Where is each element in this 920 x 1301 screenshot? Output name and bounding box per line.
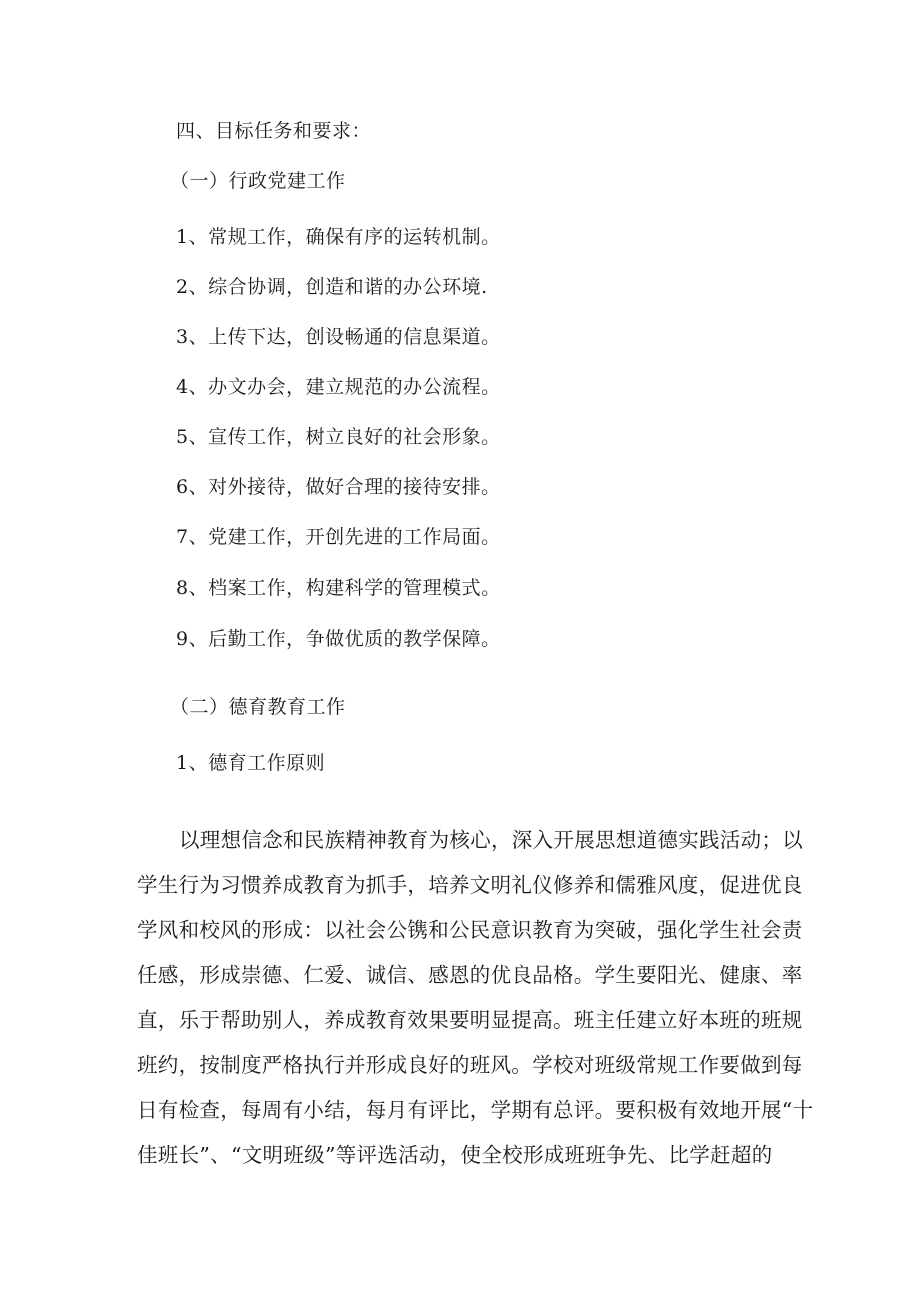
moral-principle-heading: 1、德育工作原则 [176,752,326,774]
list-item: 7、党建工作，开创先进的工作局面。 [176,526,501,548]
list-item: 4、办文办会，建立规范的办公流程。 [176,376,501,398]
paragraph-line: 学风和校风的形成：以社会公镌和公民意识教育为突破，强化学生社会责 [137,918,803,942]
list-item: 8、档案工作，构建科学的管理模式。 [176,577,501,599]
paragraph-line: 直，乐于帮助别人，养成教育效果要明显提高。班主任建立好本班的班规 [137,1008,803,1032]
paragraph-line: 以理想信念和民族精神教育为核心，深入开展思想道德实践活动；以 [179,828,803,852]
paragraph-line: 任感，形成崇德、仁爱、诚信、感恩的优良品格。学生要阳光、健康、率 [137,963,803,987]
body-paragraph [137,818,814,1178]
list-item: 6、对外接待，做好合理的接待安排。 [176,476,501,498]
subsection-heading-moral-education: （二）德育教育工作 [170,696,346,718]
paragraph-line: 佳班长”、“文明班级”等评选活动，使全校形成班班争先、比学赶超的 [137,1143,773,1167]
list-item: 2、综合协调，创造和谐的办公环境. [176,276,488,298]
paragraph-line: 日有检查，每周有小结，每月有评比，学期有总评。要积极有效地开展“十 [137,1098,814,1122]
paragraph-line: 学生行为习惯养成教育为抓手，培养文明礼仪修养和儒雅风度，促进优良 [137,873,803,897]
list-item: 3、上传下达，创设畅通的信息渠道。 [176,326,501,348]
list-item: 1、常规工作，确保有序的运转机制。 [176,226,501,248]
section-heading: 四、目标任务和要求： [176,120,372,142]
list-item: 5、宣传工作，树立良好的社会形象。 [176,426,501,448]
subsection-heading-administration: （一）行政党建工作 [170,170,346,192]
paragraph-line: 班约，按制度严格执行并形成良好的班风。学校对班级常规工作要做到每 [137,1053,803,1077]
list-item: 9、后勤工作，争做优质的教学保障。 [176,628,501,650]
